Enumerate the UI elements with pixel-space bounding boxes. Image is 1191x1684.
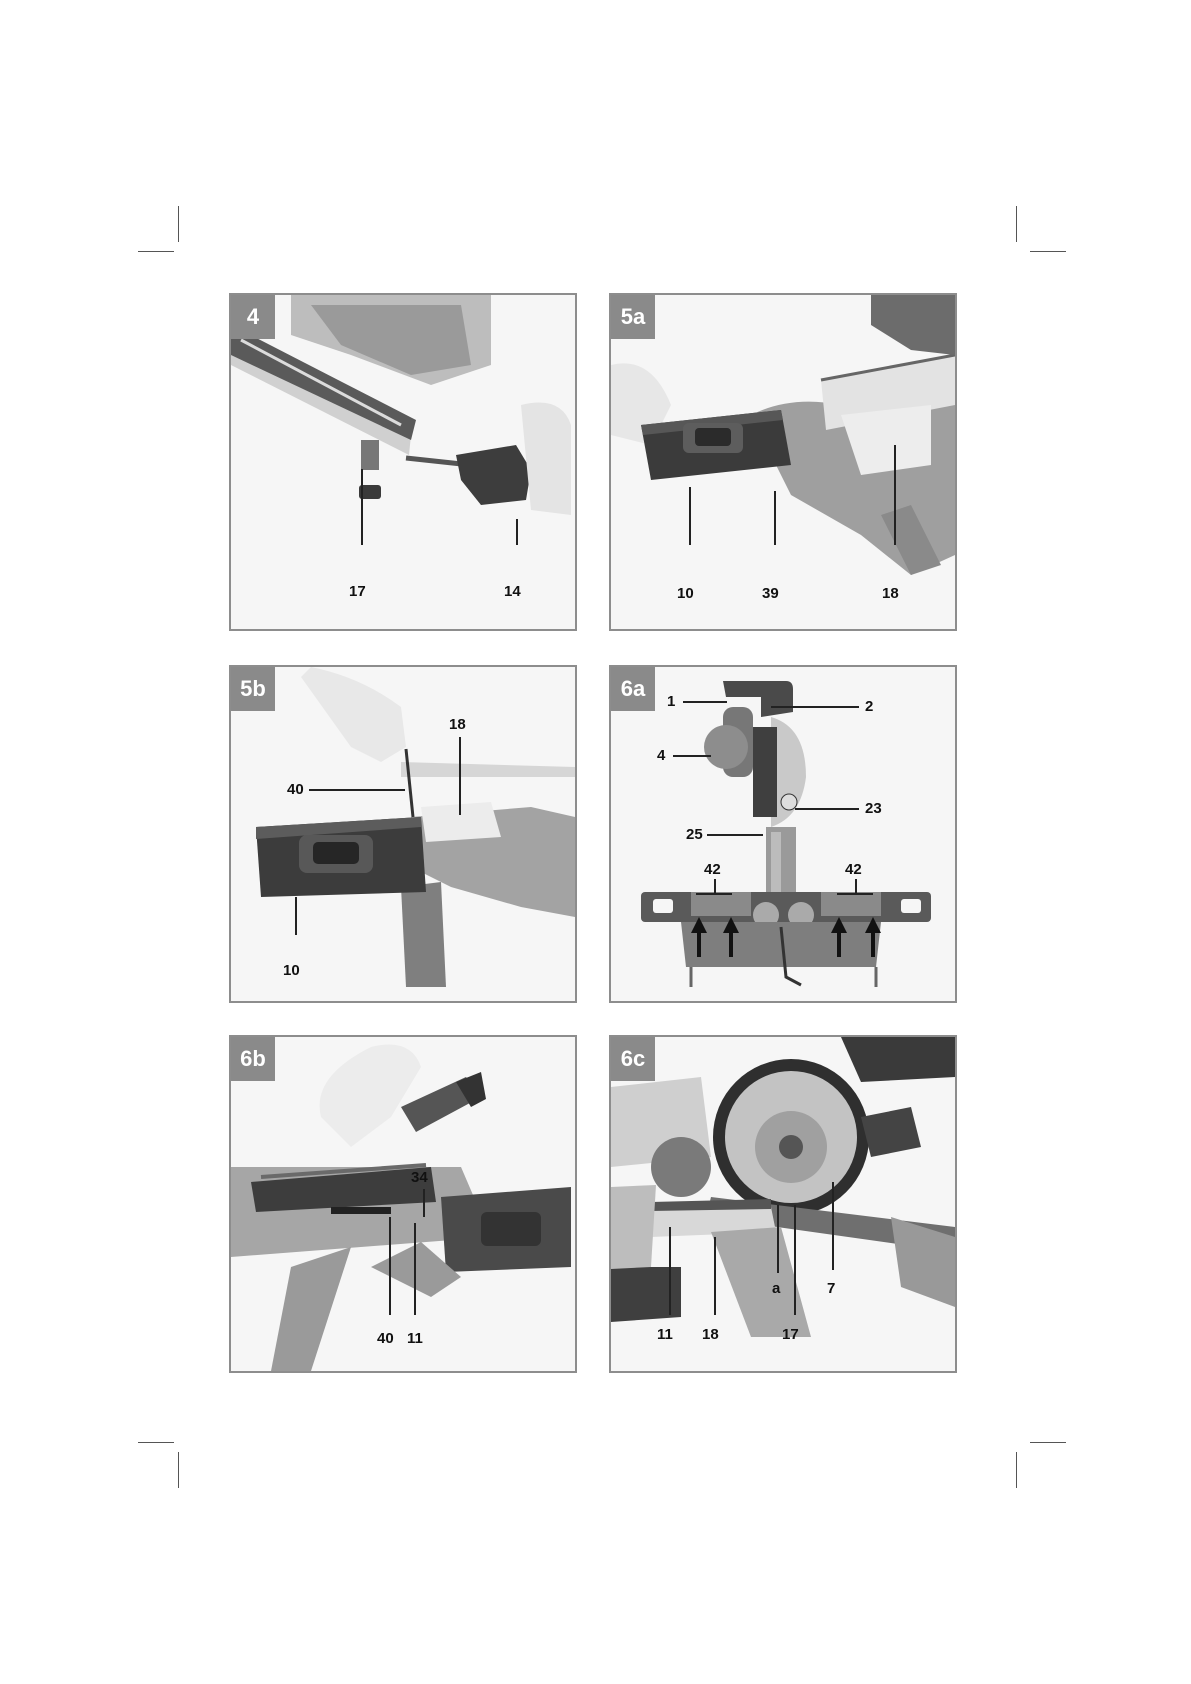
callout-leader [389, 1217, 391, 1315]
figure-6b-photo [231, 1037, 575, 1371]
figure-number-badge: 5b [231, 667, 275, 711]
callout-leader [714, 1237, 716, 1315]
callout-label-a: a [772, 1280, 781, 1297]
callout-leader [794, 1205, 796, 1315]
callout-label-14: 14 [504, 583, 521, 600]
figure-panel-6c [609, 1035, 957, 1373]
callout-leader [714, 879, 716, 893]
callout-leader [459, 737, 461, 815]
callout-leader [423, 1189, 425, 1217]
callout-leader [855, 879, 857, 893]
callout-leader [669, 1227, 671, 1315]
figure-number-badge: 6c [611, 1037, 655, 1081]
callout-label-18: 18 [882, 585, 899, 602]
callout-label-2: 2 [865, 698, 874, 715]
callout-label-42: 42 [704, 861, 721, 878]
figure-6c-photo [611, 1037, 955, 1371]
callout-label-40: 40 [287, 781, 304, 798]
figure-panel-4 [229, 293, 577, 631]
figure-number-badge: 4 [231, 295, 275, 339]
callout-leader [361, 469, 363, 545]
callout-label-23: 23 [865, 800, 882, 817]
callout-leader [673, 755, 711, 757]
callout-label-17: 17 [782, 1326, 799, 1343]
figure-panel-5b [229, 665, 577, 1003]
callout-leader [837, 893, 873, 895]
callout-label-18: 18 [702, 1326, 719, 1343]
figure-number-badge: 6b [231, 1037, 275, 1081]
callout-leader [894, 445, 896, 545]
crop-mark-top-right-horizontal [1030, 251, 1066, 252]
callout-leader [414, 1223, 416, 1315]
callout-label-7: 7 [827, 1280, 836, 1297]
callout-label-10: 10 [283, 962, 300, 979]
crop-mark-top-right-vertical [1016, 206, 1017, 242]
figure-panel-5a [609, 293, 957, 631]
figure-6a-photo [611, 667, 955, 1001]
callout-label-40: 40 [377, 1330, 394, 1347]
callout-leader [707, 834, 763, 836]
crop-mark-top-left-vertical [178, 206, 179, 242]
callout-leader [309, 789, 405, 791]
callout-label-17: 17 [349, 583, 366, 600]
callout-leader [696, 893, 732, 895]
callout-label-10: 10 [677, 585, 694, 602]
figure-5b-photo [231, 667, 575, 1001]
callout-leader [771, 706, 859, 708]
callout-leader [295, 897, 297, 935]
figure-4-photo [231, 295, 575, 629]
figure-number-badge: 5a [611, 295, 655, 339]
figure-number-badge: 6a [611, 667, 655, 711]
callout-label-1: 1 [667, 693, 676, 710]
crop-mark-bottom-right-horizontal [1030, 1442, 1066, 1443]
callout-label-18: 18 [449, 716, 466, 733]
callout-leader [795, 808, 859, 810]
callout-leader [774, 491, 776, 545]
figure-panel-6a [609, 665, 957, 1003]
callout-label-39: 39 [762, 585, 779, 602]
figure-5a-photo [611, 295, 955, 629]
figure-panel-6b [229, 1035, 577, 1373]
crop-mark-bottom-right-vertical [1016, 1452, 1017, 1488]
callout-label-11: 11 [407, 1330, 423, 1347]
callout-label-11: 11 [657, 1326, 673, 1343]
callout-label-4: 4 [657, 747, 666, 764]
callout-leader [777, 1205, 779, 1273]
callout-leader [832, 1182, 834, 1270]
crop-mark-bottom-left-vertical [178, 1452, 179, 1488]
callout-label-25: 25 [686, 826, 703, 843]
callout-label-42: 42 [845, 861, 862, 878]
callout-leader [516, 519, 518, 545]
crop-mark-top-left-horizontal [138, 251, 174, 252]
callout-leader [689, 487, 691, 545]
callout-leader [683, 701, 727, 703]
crop-mark-bottom-left-horizontal [138, 1442, 174, 1443]
callout-label-34: 34 [411, 1169, 428, 1186]
